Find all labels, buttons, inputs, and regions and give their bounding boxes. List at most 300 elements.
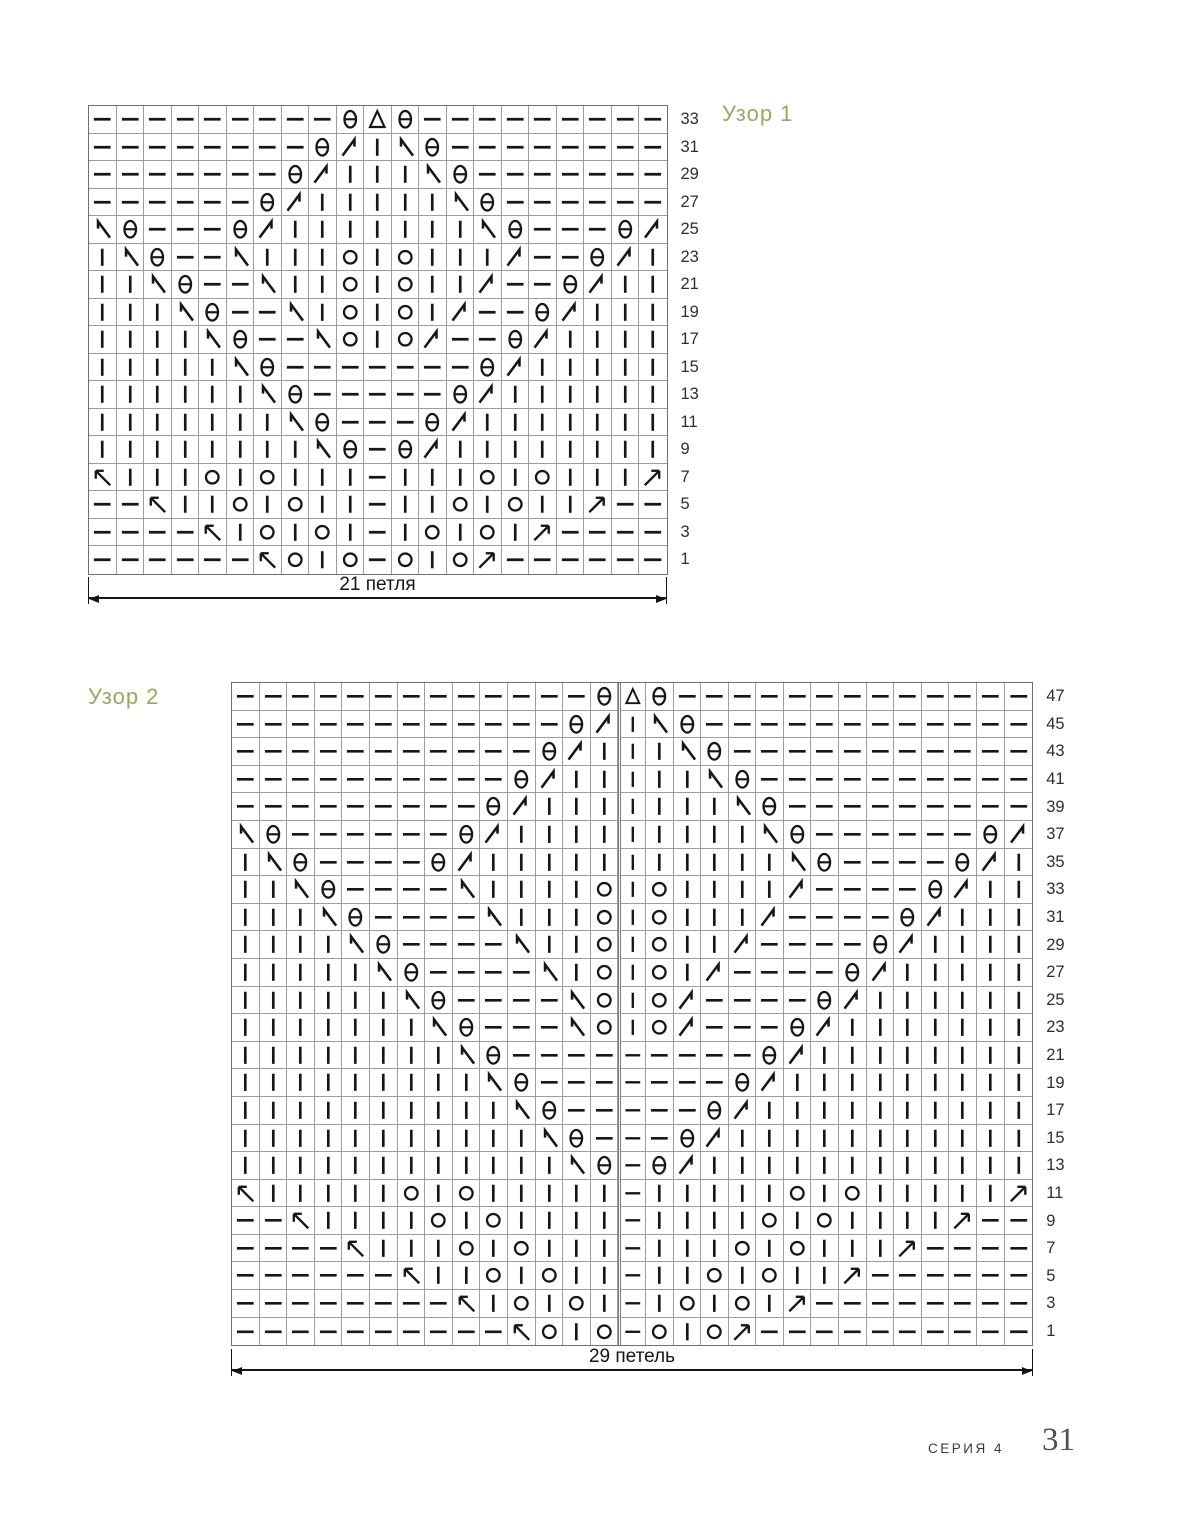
purl-dash-icon [701,1014,728,1041]
yo-theta-icon [612,216,639,243]
knit-bar-icon [584,409,611,436]
yo-theta-icon [867,931,894,958]
knit-bar-icon [199,409,226,436]
knit-bar-icon [419,244,446,271]
cell-purl-dash [227,299,255,327]
cell-purl-dash [199,271,227,299]
purl-dash-icon [784,711,811,738]
yo-theta-icon [282,381,309,408]
cell-knit-bar [674,1180,702,1208]
cell-purl-dash [227,161,255,189]
cell-knit-bar [425,1262,453,1290]
cell-purl-dash [756,738,784,766]
purl-dash-icon [784,931,811,958]
knit-bar-icon [453,1069,480,1096]
cell-purl-dash [480,711,508,739]
cell-purl-dash [839,821,867,849]
cell-purl-dash [419,354,447,382]
knit-bar-icon [425,1042,452,1069]
k2tog-slant-icon [612,244,639,271]
yarnover-circle-icon [646,1014,673,1041]
purl-dash-icon [977,738,1004,765]
arrow-dec-right-icon [1005,1180,1033,1207]
yarnover-circle-icon [337,299,364,326]
yarnover-circle-icon [254,464,281,491]
row-number: 25 [680,220,699,239]
yarnover-circle-icon [591,959,618,986]
cell-purl-dash [254,161,282,189]
cell-knit-bar [584,326,612,354]
cell-knit-bar [370,1180,398,1208]
knit-bar-icon [315,1069,342,1096]
purl-dash-icon [646,1042,673,1069]
purl-dash-icon [370,876,397,903]
row-number: 17 [1046,1101,1065,1120]
cell-arrow-dec-left [232,1180,260,1208]
row-number: 21 [1046,1046,1065,1065]
cell-k2tog-slant [977,849,1005,877]
knit-bar-icon [447,216,474,243]
knit-bar-icon [315,1014,342,1041]
cell-purl-dash [287,711,315,739]
knit-bar-icon [529,381,556,408]
cell-knit-bar [784,1207,812,1235]
cell-purl-dash [949,683,977,711]
cell-knit-bar [315,987,343,1015]
cell-knit-bar [977,959,1005,987]
yo-theta-icon [646,683,673,710]
yo-theta-icon [419,409,446,436]
cell-purl-dash [398,683,426,711]
cell-knit-bar [922,1125,950,1153]
knit-bar-icon [260,1042,287,1069]
cell-purl-dash [199,134,227,162]
cell-yo-theta [811,987,839,1015]
knit-bar-icon [646,738,673,765]
chart-row [232,683,1065,711]
purl-dash-icon [729,987,756,1014]
cell-purl-dash [784,959,812,987]
cell-yarnover-circle [392,271,420,299]
knit-bar-icon [639,354,667,381]
cell-purl-dash [398,738,426,766]
cell-knit-bar [370,1069,398,1097]
ssk-slant-icon [227,354,254,381]
ssk-slant-icon [453,1042,480,1069]
cell-purl-dash [536,1069,564,1097]
cell-knit-bar [529,354,557,382]
cell-purl-dash [392,354,420,382]
knit-bar-icon [701,1152,728,1179]
purl-dash-icon [811,738,838,765]
cell-k2tog-slant [612,244,640,272]
arrow-dec-left-icon [144,491,171,518]
cell-knit-bar [144,464,172,492]
cell-yo-theta [287,849,315,877]
cell-knit-bar [977,1042,1005,1070]
cell-purl-dash [172,106,200,134]
cell-knit-bar [260,1014,288,1042]
purl-dash-icon [172,106,199,133]
knit-bar-icon [1005,904,1033,931]
cell-knit-bar [729,1125,757,1153]
cell-purl-dash [557,161,585,189]
purl-dash-icon [364,409,391,436]
cell-knit-bar [529,436,557,464]
knit-bar-icon [536,821,563,848]
cell-purl-dash [1005,711,1033,739]
cell-purl-dash [646,1125,674,1153]
knit-bar-icon [591,793,618,820]
knit-bar-icon [260,1152,287,1179]
yo-theta-icon [591,683,618,710]
purl-dash-icon [839,931,866,958]
cell-purl-dash [232,1235,260,1263]
cell-purl-dash [425,931,453,959]
cell-knit-bar [117,326,145,354]
knit-bar-icon [89,409,116,436]
chart-row [89,326,699,354]
purl-dash-icon [612,106,639,133]
cell-yo-theta [922,876,950,904]
cell-yarnover-circle [756,1207,784,1235]
knit-bar-icon [89,299,116,326]
purl-dash-icon [227,189,254,216]
knit-bar-icon [977,1069,1004,1096]
cell-yarnover-circle [392,546,420,574]
cell-purl-dash [756,683,784,711]
cell-purl-dash [370,1318,398,1346]
cell-knit-bar [1005,1014,1033,1042]
cell-purl-dash [729,1042,757,1070]
cell-purl-dash [949,821,977,849]
purl-dash-icon [621,1290,645,1317]
knit-bar-icon [756,1152,783,1179]
purl-dash-icon [784,1318,811,1346]
yarnover-circle-icon [784,1235,811,1262]
cell-knit-bar [364,271,392,299]
purl-dash-icon [784,987,811,1014]
cell-knit-bar [425,1235,453,1263]
knit-bar-icon [370,1152,397,1179]
ssk-slant-icon [425,1014,452,1041]
cell-purl-dash [425,793,453,821]
cell-ssk-slant [172,299,200,327]
purl-dash-icon [232,1207,259,1234]
cell-knit-bar [756,1125,784,1153]
knit-bar-icon [557,354,584,381]
purl-dash-icon [392,354,419,381]
purl-dash-icon [756,683,783,710]
knit-bar-icon [674,931,701,958]
cell-knit-bar [536,904,564,932]
yo-theta-icon [398,959,425,986]
cell-purl-dash [502,106,530,134]
cell-yarnover-circle [591,931,619,959]
knit-bar-icon [1005,1069,1033,1096]
purl-dash-icon [977,1318,1004,1346]
ssk-slant-icon [563,987,590,1014]
pattern-2-grid [231,682,1065,1346]
knit-bar-icon [977,1180,1004,1207]
cell-purl-dash [342,821,370,849]
cell-purl-dash [364,354,392,382]
row-number: 15 [1046,1128,1065,1147]
cell-yarnover-circle [646,1014,674,1042]
cell-purl-dash [729,1014,757,1042]
knit-bar-icon [398,1152,425,1179]
knit-bar-icon [621,876,645,903]
purl-dash-icon [398,683,425,710]
knit-bar-icon [621,711,645,738]
yarnover-circle-icon [646,959,673,986]
cell-knit-bar [425,1152,453,1180]
cell-k2tog-slant [674,1152,702,1180]
yarnover-circle-icon [591,876,618,903]
purl-dash-icon [480,683,507,710]
cell-knit-bar [639,409,667,437]
cell-knit-bar [287,931,315,959]
ssk-slant-icon [232,821,259,848]
cell-k2tog-slant [557,299,585,327]
cell-knit-bar [557,464,585,492]
ssk-slant-icon [480,904,507,931]
knit-bar-icon [949,1180,976,1207]
cell-knit-bar [612,326,640,354]
knit-bar-icon [480,849,507,876]
knit-bar-icon [701,1180,728,1207]
knit-bar-icon [922,1042,949,1069]
cell-ssk-slant [563,1152,591,1180]
purl-dash-icon [364,381,391,408]
cell-knit-bar [618,766,646,794]
cell-purl-dash [922,1290,950,1318]
arrow-dec-left-icon [453,1290,480,1317]
cell-knit-bar [867,1207,895,1235]
knit-bar-icon [536,1152,563,1179]
cell-k2tog-slant [674,987,702,1015]
purl-dash-icon [232,738,259,765]
purl-dash-icon [392,381,419,408]
cell-triangle-double-dec [618,683,646,711]
knit-bar-icon [1005,987,1033,1014]
purl-dash-icon [398,793,425,820]
cell-knit-bar [674,766,702,794]
cell-knit-bar [563,821,591,849]
knit-bar-icon [894,1180,921,1207]
cell-knit-bar [425,1097,453,1125]
knit-bar-icon [922,959,949,986]
purl-dash-icon [557,244,584,271]
purl-dash-icon [922,793,949,820]
cell-knit-bar [337,519,365,547]
cell-yo-theta [563,1125,591,1153]
purl-dash-icon [364,354,391,381]
purl-dash-icon [199,244,226,271]
cell-k2tog-slant [756,1069,784,1097]
purl-dash-icon [315,821,342,848]
cell-knit-bar [282,464,310,492]
chart-row [232,738,1065,766]
yarnover-circle-icon [419,519,446,546]
cell-knit-bar [557,354,585,382]
cell-knit-bar [839,1042,867,1070]
knit-bar-icon [584,326,611,353]
cell-knit-bar [977,1014,1005,1042]
purl-dash-icon [729,1014,756,1041]
purl-dash-icon [536,1069,563,1096]
pattern-2-stitch-count-label: 29 петель [588,1346,676,1367]
cell-yo-theta [977,821,1005,849]
cell-knit-bar [639,244,667,272]
cell-purl-dash [370,876,398,904]
yarnover-circle-icon [425,1207,452,1234]
cell-ssk-slant [199,326,227,354]
cell-knit-bar [502,436,530,464]
cell-knit-bar [612,299,640,327]
cell-knit-bar [447,216,475,244]
cell-purl-dash [453,793,481,821]
cell-purl-dash [922,683,950,711]
cell-knit-bar [232,931,260,959]
cell-purl-dash [529,546,557,574]
purl-dash-icon [529,546,556,574]
purl-dash-icon [144,134,171,161]
cell-knit-bar [392,519,420,547]
cell-purl-dash [867,1262,895,1290]
chart-row [89,189,699,217]
cell-purl-dash [398,821,426,849]
knit-bar-icon [342,1180,369,1207]
knit-bar-icon [260,931,287,958]
knit-bar-icon [232,849,259,876]
cell-knit-bar [144,299,172,327]
cell-k2tog-slant [894,931,922,959]
row-number: 1 [1046,1321,1056,1340]
cell-ssk-slant [563,1014,591,1042]
cell-knit-bar [591,793,619,821]
purl-dash-icon [1005,1207,1033,1234]
purl-dash-icon [839,683,866,710]
purl-dash-icon [227,106,254,133]
k2tog-slant-icon [584,271,611,298]
cell-purl-dash [563,1097,591,1125]
knit-bar-icon [621,766,645,793]
knit-bar-icon [894,959,921,986]
purl-dash-icon [364,519,391,546]
knit-bar-icon [784,1069,811,1096]
cell-knit-bar [117,299,145,327]
purl-dash-icon [894,1290,921,1317]
cell-purl-dash [839,793,867,821]
cell-purl-dash [563,1069,591,1097]
chart-row [89,436,690,464]
cell-knit-bar [502,519,530,547]
cell-knit-bar [674,1235,702,1263]
cell-purl-dash [756,1014,784,1042]
purl-dash-icon [425,766,452,793]
cell-purl-dash [756,766,784,794]
yo-theta-icon [392,106,419,133]
yo-theta-icon [337,106,364,133]
cell-purl-dash [232,1207,260,1235]
cell-ssk-slant [674,738,702,766]
knit-bar-icon [756,1180,783,1207]
cell-knit-bar [922,1069,950,1097]
cell-k2tog-slant [282,189,310,217]
cell-arrow-dec-right [639,464,667,492]
yo-theta-icon [502,216,529,243]
cell-purl-dash [674,1042,702,1070]
cell-purl-dash [639,546,667,574]
purl-dash-icon [502,546,529,574]
knit-bar-icon [315,931,342,958]
purl-dash-icon [949,738,976,765]
cell-k2tog-slant [639,216,667,244]
cell-knit-bar [867,1042,895,1070]
cell-purl-dash [232,738,260,766]
knit-bar-icon [227,464,254,491]
purl-dash-icon [508,959,535,986]
purl-dash-icon [621,1069,645,1096]
cell-purl-dash [867,766,895,794]
purl-dash-icon [639,161,667,188]
k2tog-slant-icon [474,381,501,408]
knit-bar-icon [646,849,673,876]
cell-knit-bar [425,1042,453,1070]
knit-bar-icon [922,1207,949,1234]
chart-row [232,1290,1056,1318]
cell-knit-bar [584,381,612,409]
yo-theta-icon [309,409,336,436]
cell-knit-bar [646,793,674,821]
knit-bar-icon [784,1152,811,1179]
cell-knit-bar [1005,904,1033,932]
knit-bar-icon [364,244,391,271]
purl-dash-icon [674,1097,701,1124]
knit-bar-icon [949,1152,976,1179]
row-number: 21 [680,275,699,294]
cell-arrow-dec-right [894,1235,922,1263]
cell-knit-bar [227,409,255,437]
chart-row [232,849,1065,877]
cell-ssk-slant [254,271,282,299]
purl-dash-icon [508,1042,535,1069]
purl-dash-icon [977,1235,1004,1262]
knit-bar-icon [254,436,281,463]
cell-k2tog-slant [701,959,729,987]
cell-purl-dash [618,1125,646,1153]
knit-bar-icon [447,244,474,271]
row-number: 1 [680,550,690,569]
yo-theta-icon [949,849,976,876]
knit-bar-icon [287,1097,314,1124]
cell-purl-dash [557,216,585,244]
knit-bar-icon [480,1290,507,1317]
purl-dash-icon [232,793,259,820]
knit-bar-icon [227,436,254,463]
purl-dash-icon [756,711,783,738]
cell-purl-dash [282,354,310,382]
cell-yarnover-circle [536,1262,564,1290]
cell-purl-dash [536,1014,564,1042]
cell-purl-dash [370,711,398,739]
cell-knit-bar [364,216,392,244]
purl-dash-icon [315,849,342,876]
cell-knit-bar [260,959,288,987]
cell-knit-bar [618,931,646,959]
cell-knit-bar [591,1290,619,1318]
